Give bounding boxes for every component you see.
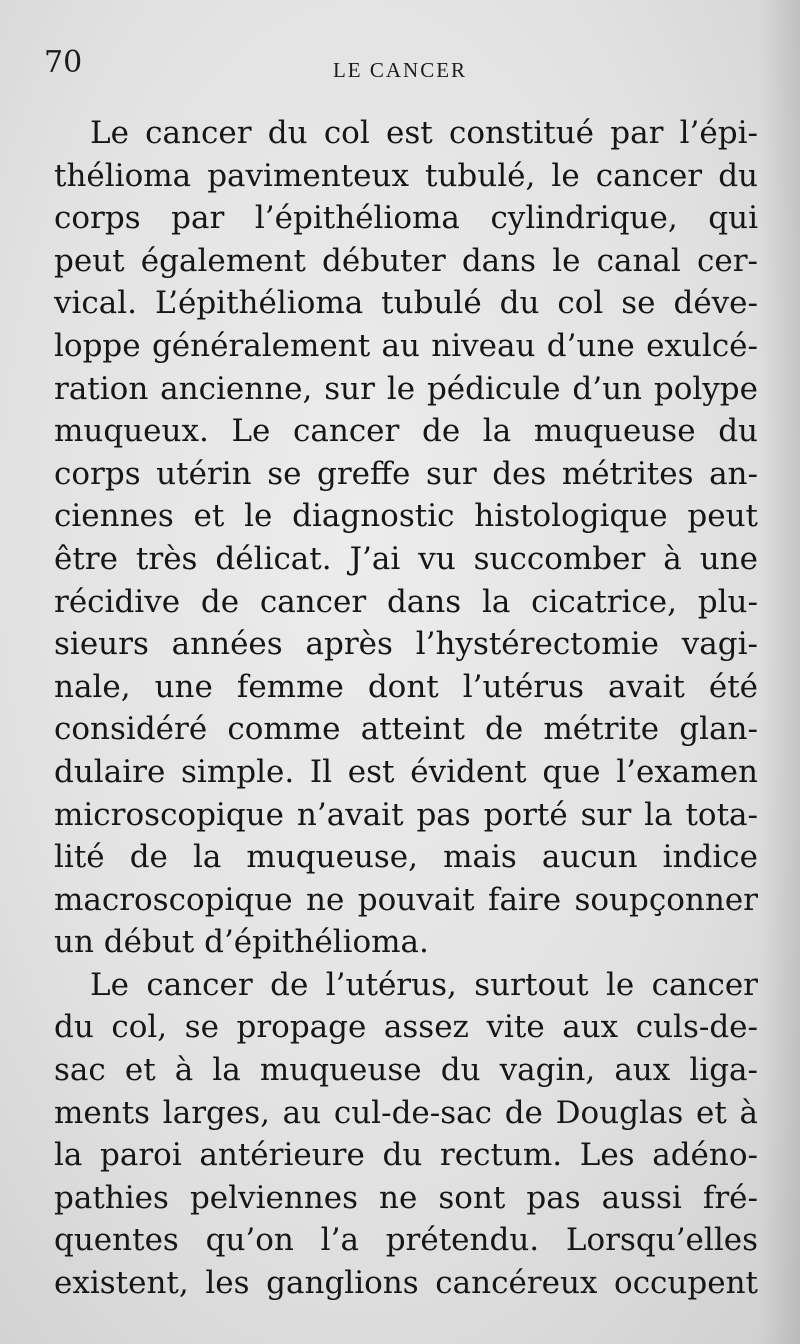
- text-line: quentes qu’on l’a prétendu. Lorsqu’elles: [54, 1222, 758, 1259]
- text-line: ments larges, au cul-de-sac de Douglas et à: [54, 1094, 758, 1131]
- text-line: loppe généralement au niveau d’une exulcé-: [54, 327, 758, 364]
- text-line: thélioma pavimenteux tubulé, le cancer du: [54, 157, 758, 194]
- body-text: [54, 112, 758, 1305]
- page-number: 70: [44, 45, 83, 80]
- text-line: corps par l’épithélioma cylindrique, qui: [54, 200, 758, 237]
- text-line: corps utérin se greffe sur des métrites an-: [54, 455, 758, 492]
- text-line: vical. L’épithélioma tubulé du col se déve-: [54, 285, 758, 322]
- text-line: récidive de cancer dans la cicatrice, plu-: [54, 583, 758, 620]
- text-line: la paroi antérieure du rectum. Les adéno-: [54, 1137, 758, 1174]
- text-line: ciennes et le diagnostic histologique peut: [54, 498, 758, 535]
- text-line: du col, se propage assez vite aux culs-de-: [54, 1009, 758, 1046]
- running-head: LE CANCER: [332, 58, 468, 82]
- page-edge-shadow: [760, 0, 800, 1344]
- text-line: pathies pelviennes ne sont pas aussi fré-: [54, 1179, 758, 1216]
- text-line: dulaire simple. Il est évident que l’examen: [54, 753, 758, 790]
- text-line: existent, les ganglions cancéreux occupent: [54, 1265, 758, 1302]
- text-line: nale, une femme dont l’utérus avait été: [54, 668, 758, 705]
- text-line: sac et à la muqueuse du vagin, aux liga-: [54, 1052, 758, 1089]
- text-line: ration ancienne, sur le pédicule d’un polype: [54, 370, 758, 407]
- text-line: Le cancer du col est constitué par l’épi-: [90, 115, 758, 151]
- text-line: macroscopique ne pouvait faire soupçonner: [54, 881, 758, 918]
- text-line: un début d’épithélioma.: [54, 924, 429, 961]
- text-line: microscopique n’avait pas porté sur la tota-: [54, 796, 758, 833]
- text-line: muqueux. Le cancer de la muqueuse du: [54, 413, 758, 450]
- text-line: Le cancer de l’utérus, surtout le cancer: [90, 966, 758, 1003]
- text-line: peut également débuter dans le canal cer-: [54, 242, 758, 279]
- text-line: lité de la muqueuse, mais aucun indice: [54, 839, 758, 876]
- text-line: être très délicat. J’ai vu succomber à une: [54, 540, 758, 577]
- text-line: sieurs années après l’hystérectomie vagi-: [54, 626, 758, 663]
- text-line: considéré comme atteint de métrite glan-: [54, 711, 758, 748]
